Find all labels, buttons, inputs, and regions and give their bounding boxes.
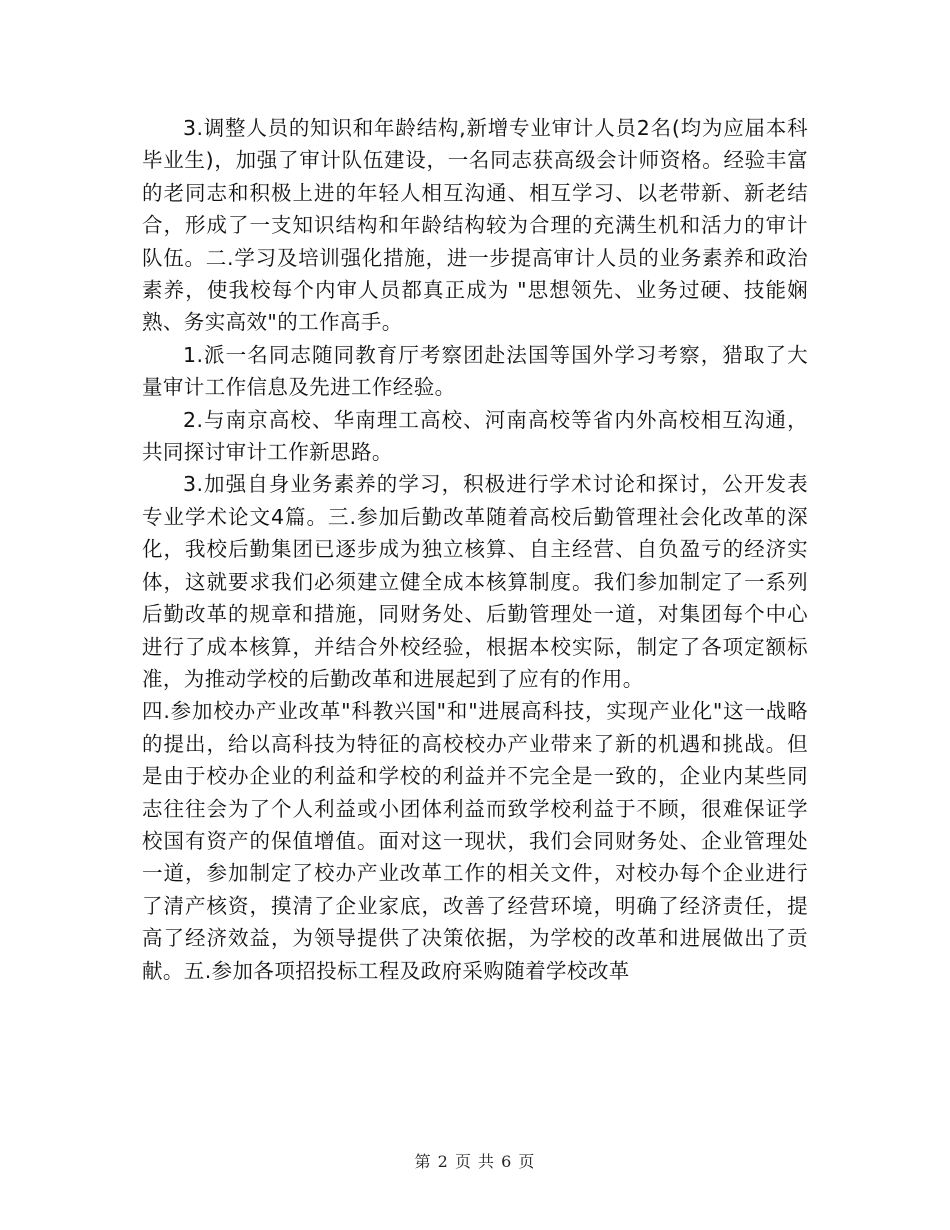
- paragraph-school-industry-reform: 四.参加校办产业改革"科教兴国"和"进展高科技，实现产业化"这一战略的提出，给以高科技为特征的高校校办产业带来了新的机遇和挑战。但是由于校办企业的利益和学校的利益并不完全是一致的，企业内某些同志往往会为了个人利益或小团体利益而致学校利益于不顾，很难保证学校国有资产的保值增值。面对这一现状，我们会同财务处、企业管理处一道，参加制定了校办产业改革工作的相关文件，对校办每个企业进行了清产核资，摸清了企业家底，改善了经营环境，明确了经济责任，提高了经济效益，为领导提供了决策依据，为学校的改革和进展做出了贡献。五.参加各项招投标工程及政府采购随着学校改革: [142, 699, 808, 983]
- page-number-footer: 第 2 页 共 6 页: [414, 1152, 536, 1171]
- paragraph-study-abroad: 1.派一名同志随同教育厅考察团赴法国等国外学习考察，猎取了大量审计工作信息及先进工作经验。: [142, 342, 808, 400]
- paragraph-logistics-reform: 3.加强自身业务素养的学习，积极进行学术讨论和探讨，公开发表专业学术论文4篇。三.参加后勤改革随着高校后勤管理社会化改革的深化，我校后勤集团已逐步成为独立核算、自主经营、自负盈亏的经济实体，这就要求我们必须建立健全成本核算制度。我们参加制定了一系列后勤改革的规章和措施，同财务处、后勤管理处一道，对集团每个中心进行了成本核算，并结合外校经验，根据本校实际，制定了各项定额标准，为推动学校的后勤改革和进展起到了应有的作用。: [142, 472, 808, 691]
- paragraph-university-exchange: 2.与南京高校、华南理工高校、河南高校等省内外高校相互沟通，共同探讨审计工作新思路。: [142, 407, 808, 465]
- document-body: [142, 112, 808, 987]
- paragraph-staff-structure: 3.调整人员的知识和年龄结构,新增专业审计人员2名(均为应届本科毕业生)，加强了审计队伍建设，一名同志获高级会计师资格。经验丰富的老同志和积极上进的年轻人相互沟通、相互学习、以老带新、新老结合，形成了一支知识结构和年龄结构较为合理的充满生机和活力的审计队伍。二.学习及培训强化措施，进一步提高审计人员的业务素养和政治素养，使我校每个内审人员都真正成为 "思想领先、业务过硬、技能娴熟、务实高效"的工作高手。: [142, 116, 808, 335]
